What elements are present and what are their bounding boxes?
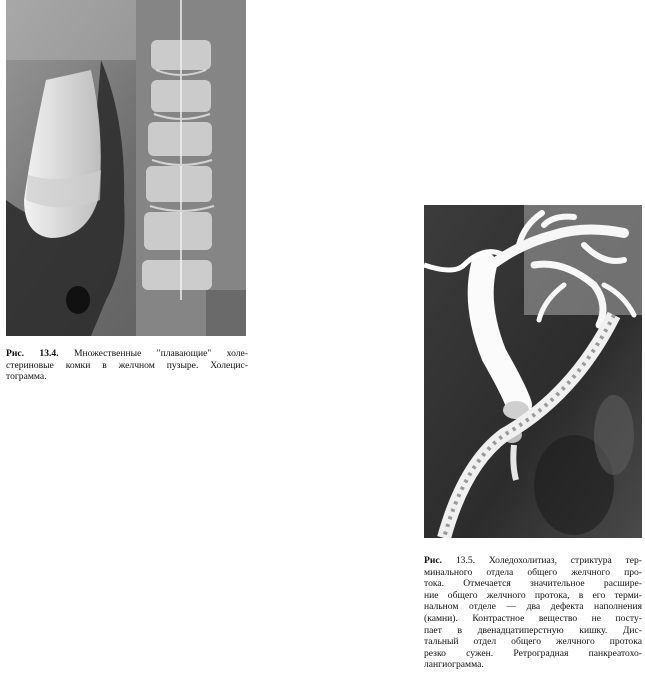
figure-13-5-image <box>424 205 642 538</box>
caption-line: тока. Отмечается значительное расшире- <box>424 578 642 590</box>
caption-line: стериновые комки в желчном пузыре. Холецис- <box>6 359 248 371</box>
figure-13-4-image <box>6 0 246 336</box>
figure-13-4-caption <box>6 348 248 383</box>
caption-line: тограмма. <box>6 371 47 383</box>
caption-line: Множественные "плавающие" холе- <box>73 348 248 359</box>
figure-13-4-label: Рис. 13.4. <box>6 348 59 359</box>
caption-line: тальный отдел общего желчного протока <box>424 636 642 648</box>
caption-line: минального отдела общего желчного про- <box>424 566 642 578</box>
caption-line: нальном отделе — два дефекта наполнения <box>424 601 642 613</box>
figure-13-5-caption <box>424 555 642 671</box>
caption-line: лангиограмма. <box>424 659 484 671</box>
caption-line: ние общего желчного протока, в его терми- <box>424 589 642 601</box>
caption-line: резко сужен. Ретроградная панкреатохо- <box>424 647 642 659</box>
caption-line: (камни). Контрастное вещество не посту- <box>424 612 642 624</box>
caption-line: пает в двенадцатиперстную кишку. Дис- <box>424 624 642 636</box>
caption-line: 13.5. Холедохолитиаз, стриктура тер- <box>455 555 642 566</box>
figure-13-5-label: Рис. <box>424 555 443 566</box>
